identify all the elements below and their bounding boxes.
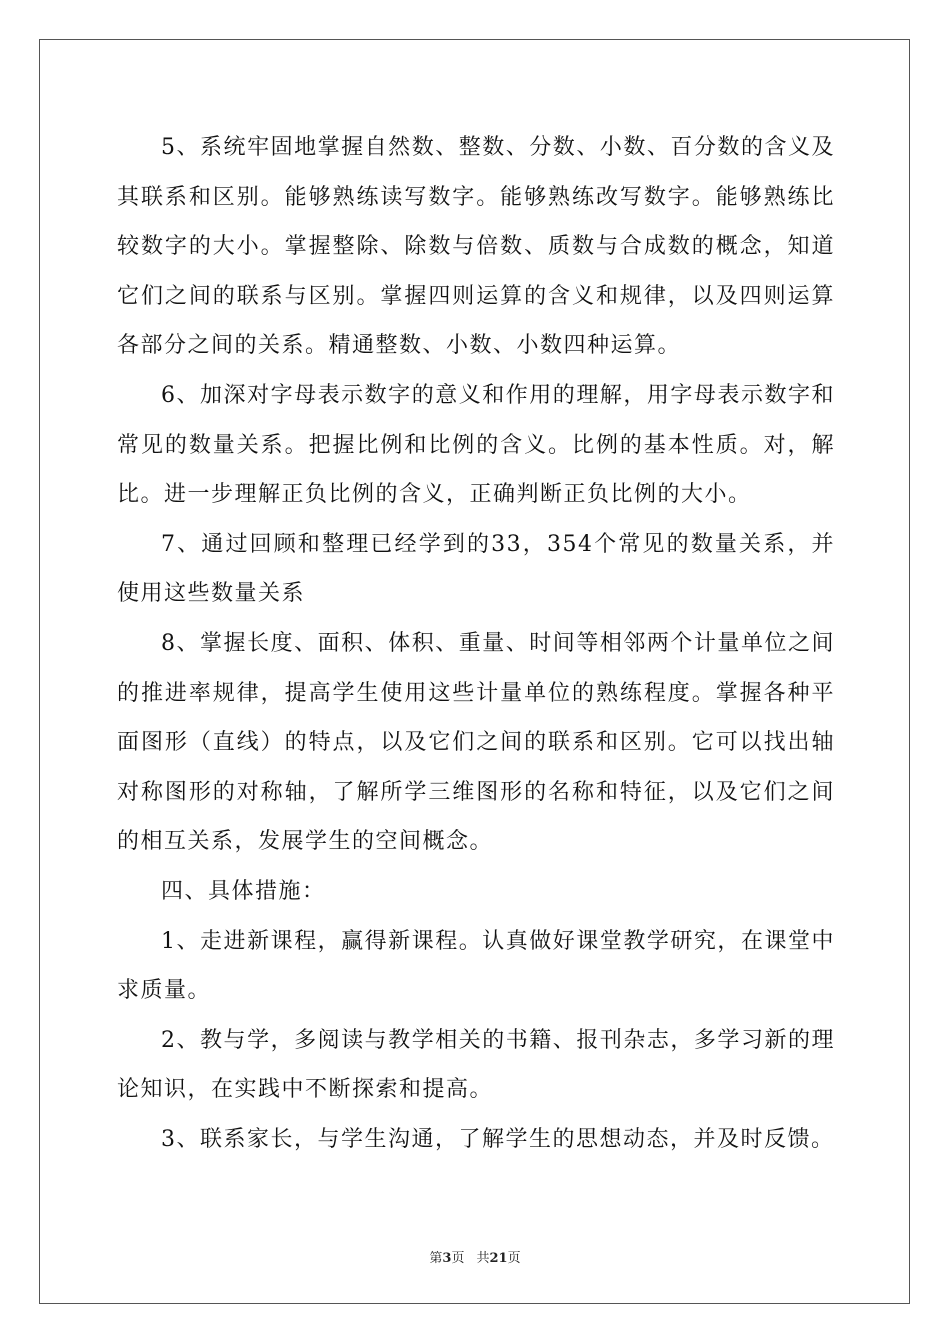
paragraph-item-7: 7、通过回顾和整理已经学到的33，354个常见的数量关系，并使用这些数量关系 xyxy=(117,531,835,607)
paragraph-item-6: 6、加深对字母表示数字的意义和作用的理解，用字母表示数字和常见的数量关系。把握比例和比例的含义。比例的基本性质。对，解比。进一步理解正负比例的含义，正确判断正负比例的大小。 xyxy=(117,382,835,508)
page-number: 3 xyxy=(442,1251,452,1266)
total-suffix: 页 xyxy=(507,1251,521,1266)
paragraph-item-8: 8、掌握长度、面积、体积、重量、时间等相邻两个计量单位之间的推进率规律，提高学生使用这些计量单位的熟练程度。掌握各种平面图形（直线）的特点，以及它们之间的联系和区别。它可以找出轴对称图形的对称轴，了解所学三维图形的名称和特征，以及它们之间的相互关系，发展学生的空间概念。 xyxy=(117,630,835,855)
page-footer xyxy=(0,1247,950,1266)
measure-item-1: 1、走进新课程，赢得新课程。认真做好课堂教学研究，在课堂中求质量。 xyxy=(117,928,835,1004)
page-prefix: 第 xyxy=(429,1251,443,1266)
total-prefix: 共 xyxy=(476,1251,490,1266)
section-heading-measures: 四、具体措施： xyxy=(161,878,326,904)
document-body xyxy=(117,123,835,1164)
measure-item-3: 3、联系家长，与学生沟通，了解学生的思想动态，并及时反馈。 xyxy=(161,1126,835,1152)
page-suffix: 页 xyxy=(451,1251,465,1266)
measure-item-2: 2、教与学，多阅读与教学相关的书籍、报刊杂志，多学习新的理论知识，在实践中不断探索和提高。 xyxy=(117,1027,835,1103)
total-pages: 21 xyxy=(489,1251,508,1266)
paragraph-item-5: 5、系统牢固地掌握自然数、整数、分数、小数、百分数的含义及其联系和区别。能够熟练读写数字。能够熟练改写数字。能够熟练比较数字的大小。掌握整除、除数与倍数、质数与合成数的概念，知道它们之间的联系与区别。掌握四则运算的含义和规律，以及四则运算各部分之间的关系。精通整数、小数、小数四种运算。 xyxy=(117,135,835,359)
